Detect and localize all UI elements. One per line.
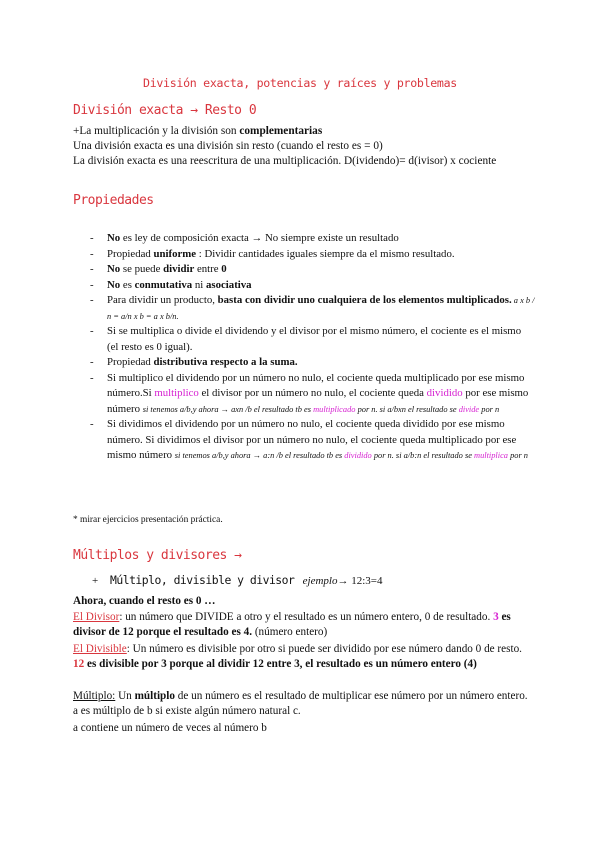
document-title: División exacta, potencias y raíces y problemas [143,76,457,90]
section-heading-division-exacta: División exacta → Resto 0 [73,103,257,118]
paragraph-complementarias: +La multiplicación y la división son complementarias [73,125,323,137]
section-heading-multiplos: Múltiplos y divisores → [73,548,242,563]
paragraph-divisible: El Divisible: Un número es divisible por otro si puede ser dividido por ese número dando 0 de resto. 12 es divisible por 3 porque al dividir 12 entre 3, el resultado es un número entero (4) [73,643,522,671]
paragraph-multiplo: Múltiplo: Un múltiplo de un número es el resultado de multiplicar ese número por un número entero. a es múltiplo de b si existe algún número natural c. [73,690,528,718]
list-item: - Propiedad uniforme : Dividir cantidades iguales siempre da el mismo resultado. [90,247,535,263]
properties-list [90,231,535,464]
list-item: - Si dividimos el dividendo por un número no nulo, el cociente queda dividido por ese mismo número. Si dividimos el divisor por un número no nulo, el cociente queda multiplicado por ese mismo número si tenemos a/b,y ahora → a:n /b el resultado tb es dividido por n. si a/b:n el resultado se multiplica por n [90,417,535,464]
paragraph-contiene: a contiene un número de veces al número b [73,722,267,734]
paragraph-ahora: Ahora, cuando el resto es 0 … [73,595,216,607]
paragraph-division-sin-resto: Una división exacta es una división sin resto (cuando el resto es = 0) [73,140,383,152]
section-heading-propiedades: Propiedades [73,193,154,208]
note-text: * mirar ejercicios presentación práctica. [73,515,223,525]
list-item: - Propiedad distributiva respecto a la suma. [90,355,535,371]
list-item: - No es ley de composición exacta → No siempre existe un resultado [90,231,535,247]
list-item: - Si se multiplica o divide el dividendo y el divisor por el mismo número, el cociente es el mismo (el resto es 0 igual). [90,324,535,355]
list-item: - No se puede dividir entre 0 [90,262,535,278]
list-item: - No es conmutativa ni asociativa [90,278,535,294]
paragraph-reescritura: La división exacta es una reescritura de una multiplicación. D(ividendo)= d(ivisor) x cociente [73,155,497,167]
subheading-multiplo-divisible: + Múltiplo, divisible y divisor ejemplo→ 12:3=4 [92,573,383,587]
list-item: - Si multiplico el dividendo por un número no nulo, el cociente queda multiplicado por ese mismo número.Si multiplico el divisor por un número no nulo, el cociente queda dividido por ese mismo número si tenemos a/b,y ahora → axn /b el resultado tb es multiplicado por n. si a/bxn el resultado se divide por n [90,371,535,418]
paragraph-divisor: El Divisor: un número que DIVIDE a otro y el resultado es un número entero, 0 de resultado. 3 es divisor de 12 porque el resultado es 4. (número entero) [73,611,511,639]
list-item: - Para dividir un producto, basta con dividir uno cualquiera de los elementos multiplicados. a x b / n = a/n x b = a x b/n. [90,293,535,324]
